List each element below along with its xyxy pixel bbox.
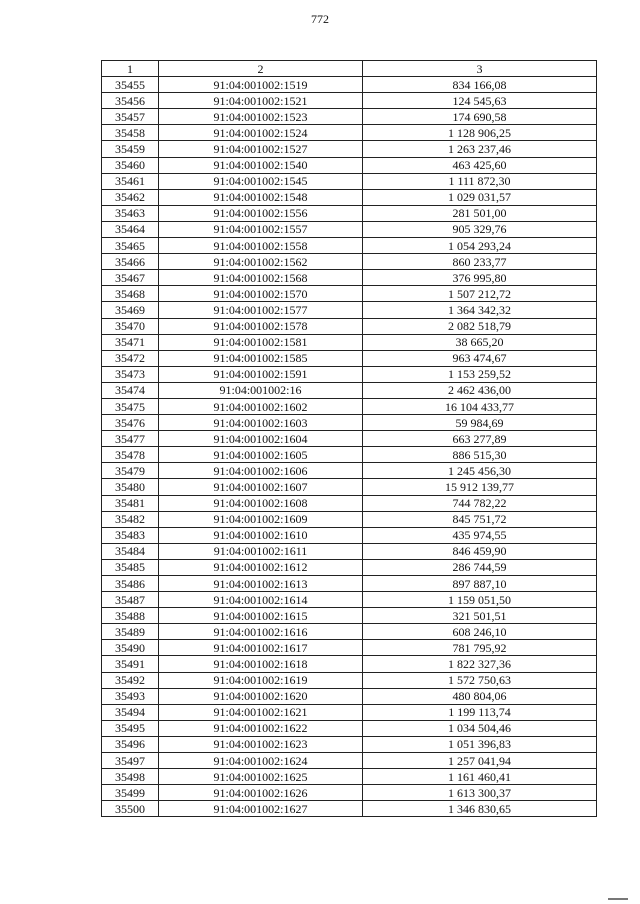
row-number-cell: 35490 — [102, 640, 159, 656]
cadastral-number-cell: 91:04:001002:1616 — [159, 624, 363, 640]
table-row — [102, 688, 597, 704]
table-row — [102, 769, 597, 785]
column-header: 2 — [159, 61, 363, 77]
table-row — [102, 736, 597, 752]
row-number-cell: 35482 — [102, 511, 159, 527]
value-cell: 281 501,00 — [363, 205, 597, 221]
cadastral-number-cell: 91:04:001002:1607 — [159, 479, 363, 495]
cadastral-number-cell: 91:04:001002:1556 — [159, 205, 363, 221]
value-cell: 744 782,22 — [363, 495, 597, 511]
value-cell: 1 507 212,72 — [363, 286, 597, 302]
table-row — [102, 318, 597, 334]
row-number-cell: 35485 — [102, 559, 159, 575]
table-row — [102, 366, 597, 382]
row-number-cell: 35500 — [102, 801, 159, 817]
cadastral-number-cell: 91:04:001002:1614 — [159, 592, 363, 608]
cadastral-number-cell: 91:04:001002:1622 — [159, 720, 363, 736]
cadastral-number-cell: 91:04:001002:1619 — [159, 672, 363, 688]
cadastral-number-cell: 91:04:001002:1524 — [159, 125, 363, 141]
row-number-cell: 35476 — [102, 415, 159, 431]
table-row — [102, 576, 597, 592]
table-row — [102, 382, 597, 398]
row-number-cell: 35497 — [102, 753, 159, 769]
table-row — [102, 189, 597, 205]
value-cell: 321 501,51 — [363, 608, 597, 624]
cadastral-number-cell: 91:04:001002:1626 — [159, 785, 363, 801]
cadastral-number-cell: 91:04:001002:1545 — [159, 173, 363, 189]
table-row — [102, 77, 597, 93]
cadastral-number-cell: 91:04:001002:1523 — [159, 109, 363, 125]
value-cell: 1 051 396,83 — [363, 736, 597, 752]
table-row — [102, 270, 597, 286]
table-row — [102, 238, 597, 254]
row-number-cell: 35469 — [102, 302, 159, 318]
value-cell: 1 572 750,63 — [363, 672, 597, 688]
cadastral-number-cell: 91:04:001002:1605 — [159, 447, 363, 463]
value-cell: 608 246,10 — [363, 624, 597, 640]
row-number-cell: 35467 — [102, 270, 159, 286]
cadastral-number-cell: 91:04:001002:1581 — [159, 334, 363, 350]
row-number-cell: 35464 — [102, 221, 159, 237]
table-row — [102, 527, 597, 543]
table-row — [102, 495, 597, 511]
value-cell: 834 166,08 — [363, 77, 597, 93]
row-number-cell: 35479 — [102, 463, 159, 479]
row-number-cell: 35495 — [102, 720, 159, 736]
value-cell: 1 364 342,32 — [363, 302, 597, 318]
table-row — [102, 479, 597, 495]
table-row — [102, 350, 597, 366]
row-number-cell: 35492 — [102, 672, 159, 688]
table-row — [102, 801, 597, 817]
table-row — [102, 173, 597, 189]
cadastral-number-cell: 91:04:001002:1606 — [159, 463, 363, 479]
value-cell: 1 054 293,24 — [363, 238, 597, 254]
value-cell: 2 082 518,79 — [363, 318, 597, 334]
value-cell: 435 974,55 — [363, 527, 597, 543]
row-number-cell: 35477 — [102, 431, 159, 447]
table-row — [102, 302, 597, 318]
value-cell: 16 104 433,77 — [363, 398, 597, 414]
value-cell: 124 545,63 — [363, 93, 597, 109]
table-row — [102, 286, 597, 302]
scan-mark — [608, 898, 628, 900]
value-cell: 1 613 300,37 — [363, 785, 597, 801]
value-cell: 1 153 259,52 — [363, 366, 597, 382]
cadastral-number-cell: 91:04:001002:1617 — [159, 640, 363, 656]
cadastral-number-cell: 91:04:001002:1604 — [159, 431, 363, 447]
table-row — [102, 221, 597, 237]
table-row — [102, 624, 597, 640]
table-row — [102, 543, 597, 559]
row-number-cell: 35488 — [102, 608, 159, 624]
cadastral-number-cell: 91:04:001002:1615 — [159, 608, 363, 624]
cadastral-number-cell: 91:04:001002:16 — [159, 382, 363, 398]
table-row — [102, 431, 597, 447]
table-row — [102, 447, 597, 463]
row-number-cell: 35466 — [102, 254, 159, 270]
table-row — [102, 398, 597, 414]
row-number-cell: 35494 — [102, 704, 159, 720]
row-number-cell: 35472 — [102, 350, 159, 366]
cadastral-number-cell: 91:04:001002:1577 — [159, 302, 363, 318]
cadastral-number-cell: 91:04:001002:1609 — [159, 511, 363, 527]
value-cell: 1 257 041,94 — [363, 753, 597, 769]
table-row — [102, 720, 597, 736]
column-header: 1 — [102, 61, 159, 77]
cadastral-number-cell: 91:04:001002:1625 — [159, 769, 363, 785]
value-cell: 846 459,90 — [363, 543, 597, 559]
cadastral-number-cell: 91:04:001002:1608 — [159, 495, 363, 511]
value-cell: 480 804,06 — [363, 688, 597, 704]
table-header-row — [102, 61, 597, 77]
table-row — [102, 125, 597, 141]
value-cell: 1 245 456,30 — [363, 463, 597, 479]
row-number-cell: 35491 — [102, 656, 159, 672]
table-row — [102, 592, 597, 608]
value-cell: 15 912 139,77 — [363, 479, 597, 495]
table-row — [102, 608, 597, 624]
cadastral-number-cell: 91:04:001002:1621 — [159, 704, 363, 720]
cadastral-number-cell: 91:04:001002:1602 — [159, 398, 363, 414]
row-number-cell: 35499 — [102, 785, 159, 801]
value-cell: 286 744,59 — [363, 559, 597, 575]
cadastral-number-cell: 91:04:001002:1620 — [159, 688, 363, 704]
value-cell: 663 277,89 — [363, 431, 597, 447]
table-row — [102, 415, 597, 431]
column-header: 3 — [363, 61, 597, 77]
value-cell: 897 887,10 — [363, 576, 597, 592]
table-row — [102, 205, 597, 221]
value-cell: 1 346 830,65 — [363, 801, 597, 817]
cadastral-number-cell: 91:04:001002:1570 — [159, 286, 363, 302]
value-cell: 886 515,30 — [363, 447, 597, 463]
table-row — [102, 93, 597, 109]
cadastral-number-cell: 91:04:001002:1521 — [159, 93, 363, 109]
value-cell: 963 474,67 — [363, 350, 597, 366]
table-row — [102, 511, 597, 527]
table-row — [102, 141, 597, 157]
cadastral-number-cell: 91:04:001002:1527 — [159, 141, 363, 157]
row-number-cell: 35473 — [102, 366, 159, 382]
cadastral-number-cell: 91:04:001002:1519 — [159, 77, 363, 93]
value-cell: 1 199 113,74 — [363, 704, 597, 720]
cadastral-number-cell: 91:04:001002:1562 — [159, 254, 363, 270]
row-number-cell: 35498 — [102, 769, 159, 785]
table-body — [102, 77, 597, 817]
row-number-cell: 35456 — [102, 93, 159, 109]
cadastral-number-cell: 91:04:001002:1557 — [159, 221, 363, 237]
cadastral-number-cell: 91:04:001002:1568 — [159, 270, 363, 286]
row-number-cell: 35457 — [102, 109, 159, 125]
cadastral-number-cell: 91:04:001002:1612 — [159, 559, 363, 575]
cadastral-number-cell: 91:04:001002:1624 — [159, 753, 363, 769]
cadastral-number-cell: 91:04:001002:1585 — [159, 350, 363, 366]
row-number-cell: 35483 — [102, 527, 159, 543]
cadastral-number-cell: 91:04:001002:1558 — [159, 238, 363, 254]
row-number-cell: 35463 — [102, 205, 159, 221]
row-number-cell: 35468 — [102, 286, 159, 302]
table-row — [102, 254, 597, 270]
table-row — [102, 334, 597, 350]
value-cell: 38 665,20 — [363, 334, 597, 350]
cadastral-number-cell: 91:04:001002:1610 — [159, 527, 363, 543]
row-number-cell: 35480 — [102, 479, 159, 495]
value-cell: 174 690,58 — [363, 109, 597, 125]
value-cell: 860 233,77 — [363, 254, 597, 270]
value-cell: 1 263 237,46 — [363, 141, 597, 157]
row-number-cell: 35461 — [102, 173, 159, 189]
value-cell: 59 984,69 — [363, 415, 597, 431]
row-number-cell: 35474 — [102, 382, 159, 398]
value-cell: 845 751,72 — [363, 511, 597, 527]
cadastral-number-cell: 91:04:001002:1591 — [159, 366, 363, 382]
value-cell: 1 161 460,41 — [363, 769, 597, 785]
row-number-cell: 35481 — [102, 495, 159, 511]
value-cell: 463 425,60 — [363, 157, 597, 173]
value-cell: 1 034 504,46 — [363, 720, 597, 736]
row-number-cell: 35487 — [102, 592, 159, 608]
row-number-cell: 35460 — [102, 157, 159, 173]
cadastral-number-cell: 91:04:001002:1603 — [159, 415, 363, 431]
cadastral-number-cell: 91:04:001002:1548 — [159, 189, 363, 205]
page-number: 772 — [311, 12, 329, 26]
table-row — [102, 656, 597, 672]
table-row — [102, 753, 597, 769]
row-number-cell: 35458 — [102, 125, 159, 141]
row-number-cell: 35475 — [102, 398, 159, 414]
row-number-cell: 35489 — [102, 624, 159, 640]
table-row — [102, 704, 597, 720]
data-table — [101, 60, 597, 817]
value-cell: 905 329,76 — [363, 221, 597, 237]
row-number-cell: 35470 — [102, 318, 159, 334]
table-row — [102, 463, 597, 479]
row-number-cell: 35465 — [102, 238, 159, 254]
cadastral-number-cell: 91:04:001002:1540 — [159, 157, 363, 173]
cadastral-number-cell: 91:04:001002:1627 — [159, 801, 363, 817]
row-number-cell: 35493 — [102, 688, 159, 704]
row-number-cell: 35471 — [102, 334, 159, 350]
cadastral-number-cell: 91:04:001002:1611 — [159, 543, 363, 559]
row-number-cell: 35486 — [102, 576, 159, 592]
cadastral-number-cell: 91:04:001002:1623 — [159, 736, 363, 752]
value-cell: 1 128 906,25 — [363, 125, 597, 141]
cadastral-number-cell: 91:04:001002:1618 — [159, 656, 363, 672]
value-cell: 1 822 327,36 — [363, 656, 597, 672]
table-row — [102, 785, 597, 801]
row-number-cell: 35496 — [102, 736, 159, 752]
row-number-cell: 35484 — [102, 543, 159, 559]
table-header — [102, 61, 597, 77]
table-row — [102, 559, 597, 575]
value-cell: 1 159 051,50 — [363, 592, 597, 608]
cadastral-number-cell: 91:04:001002:1613 — [159, 576, 363, 592]
table-row — [102, 672, 597, 688]
value-cell: 2 462 436,00 — [363, 382, 597, 398]
cadastral-number-cell: 91:04:001002:1578 — [159, 318, 363, 334]
row-number-cell: 35455 — [102, 77, 159, 93]
table-row — [102, 640, 597, 656]
value-cell: 1 111 872,30 — [363, 173, 597, 189]
row-number-cell: 35462 — [102, 189, 159, 205]
table-row — [102, 109, 597, 125]
table-row — [102, 157, 597, 173]
row-number-cell: 35478 — [102, 447, 159, 463]
row-number-cell: 35459 — [102, 141, 159, 157]
value-cell: 781 795,92 — [363, 640, 597, 656]
value-cell: 1 029 031,57 — [363, 189, 597, 205]
value-cell: 376 995,80 — [363, 270, 597, 286]
